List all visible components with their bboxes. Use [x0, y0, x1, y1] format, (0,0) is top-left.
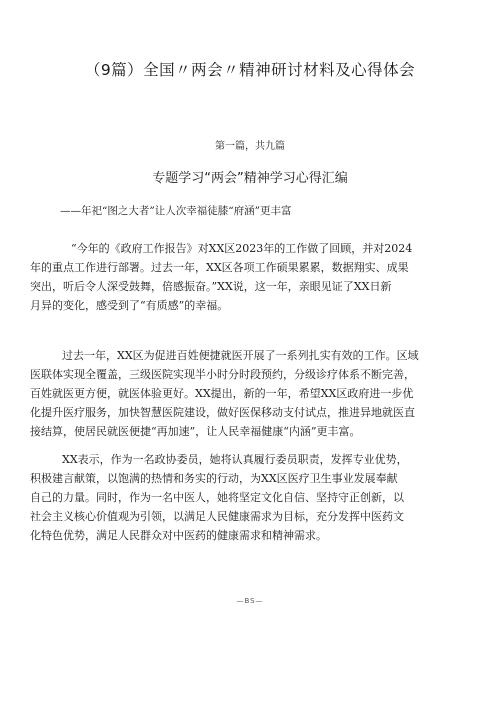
article-subtitle: 专题学习“两会”精神学习心得汇编 [152, 171, 348, 186]
paragraph-line: 百姓就医更方便，就医体验更好。XX提出，新的一年，希望XX区政府进一步优 [30, 387, 414, 400]
document-title: （9篇）全国〃两会〃精神研讨材料及心得体会 [84, 61, 416, 79]
article-byline: ——年祀“图之大者”让人次幸福徒膝“府涵”更丰富 [60, 205, 292, 217]
paragraph-1 [30, 239, 478, 315]
paragraph-line: 年的重点工作进行部署。过去一年，XX区各项工作硕果累累，数据翔实、成果 [30, 261, 409, 274]
paragraph-line: XX表示，作为一名政协委员，她将认真履行委员职责，发挥专业优势， [62, 453, 408, 466]
paragraph-line: 化特色优势，满足人民群众对中医药的健康需求和精神需求。 [30, 529, 327, 542]
paragraph-line: “今年的《政府工作报告》对XX区2023年的工作做了回顾，并对2024 [71, 242, 413, 255]
section-label: 第一篇，共九篇 [215, 141, 285, 152]
paragraph-2 [30, 346, 478, 441]
paragraph-line: 月异的变化，感受到了“有质感”的幸福。 [30, 299, 229, 312]
paragraph-line: 化提升医疗服务，加快智慧医院建设，做好医保移动支付试点，推进异地就医直 [30, 406, 415, 419]
paragraph-line: 突出，听后令人深受鼓舞，倍感振奋。”XX说，这一年，亲眼见证了XX日新 [30, 280, 392, 293]
paragraph-line: 接结算，使居民就医便捷“再加速”，让人民幸福健康“内涵”更丰富。 [30, 425, 361, 438]
paragraph-line: 社会主义核心价值观为引领，以满足人民健康需求为目标，充分发挥中医药文 [30, 510, 404, 523]
paragraph-line: 过去一年，XX区为促进百姓便捷就医开展了一系列扎实有效的工作。区域 [62, 349, 419, 362]
paragraph-line: 医联体实现全覆盖，三级医院实现半小时分时段预约，分级诊疗体系不断完善， [30, 368, 415, 381]
paragraph-3 [30, 450, 478, 545]
paragraph-line: 积极建言献策，以饱满的热情和务实的行动，为XX区医疗卫生事业发展奉献 [30, 472, 398, 485]
page-footer-mark: —BS— [236, 597, 264, 605]
paragraph-line: 自己的力量。同时，作为一名中医人，她将坚定文化自信、坚持守正创新，以 [30, 491, 404, 504]
